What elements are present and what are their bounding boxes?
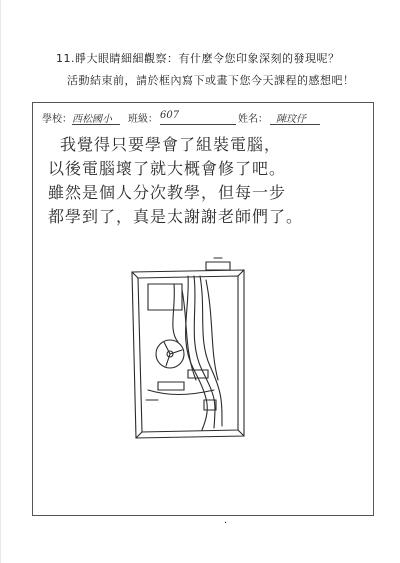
question-instruction: 活動結束前，請於框內寫下或畫下您今天課程的感想吧！ bbox=[67, 74, 355, 87]
name-label: 姓名： bbox=[238, 114, 268, 125]
cable-5 bbox=[206, 280, 218, 380]
handwriting-line-1: 我覺得只要學會了組裝電腦， bbox=[60, 135, 282, 154]
class-value: 607 bbox=[160, 110, 180, 121]
handwriting-line-3: 雖然是個人分次教學，但每一步 bbox=[48, 183, 287, 202]
footer-mark: . bbox=[224, 515, 228, 526]
school-value: 西松國小 bbox=[72, 114, 112, 125]
computer-case-sketch bbox=[118, 250, 258, 460]
class-underline bbox=[160, 124, 236, 125]
drive-bay bbox=[148, 284, 182, 310]
cable-6 bbox=[173, 284, 178, 342]
name-value: 陳玟伃 bbox=[276, 114, 306, 125]
handwriting-line-2: 以後電腦壞了就大概會修了吧。 bbox=[48, 159, 287, 178]
school-underline bbox=[72, 124, 120, 125]
name-underline bbox=[270, 124, 320, 125]
school-label: 學校： bbox=[42, 114, 72, 125]
scan-edge bbox=[0, 0, 1, 563]
top-bay bbox=[206, 262, 230, 270]
handwriting-line-4: 都學到了，真是太謝謝老師們了。 bbox=[48, 207, 304, 226]
cable-3 bbox=[200, 276, 222, 426]
connector-2 bbox=[158, 382, 184, 390]
question-title: 11.睜大眼睛細細觀察：有什麼令您印象深刻的發現呢？ bbox=[56, 52, 340, 65]
class-label: 班級： bbox=[128, 114, 158, 125]
